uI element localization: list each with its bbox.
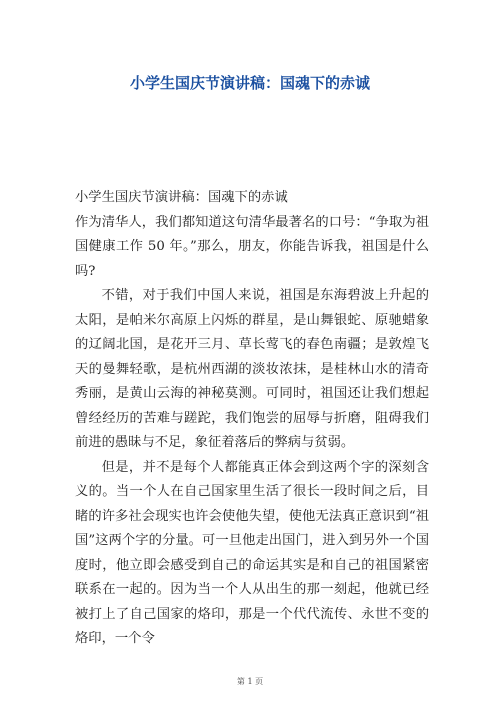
paragraph-1: 作为清华人，我们都知道这句清华最著名的口号：“争取为祖国健康工作 50 年。”那么，朋友，你能告诉我，祖国是什么吗?	[75, 214, 429, 279]
body-subtitle: 小学生国庆节演讲稿：国魂下的赤诚	[75, 190, 288, 205]
page-number: 第 1 页	[236, 677, 264, 686]
document-title: 小学生国庆节演讲稿：国魂下的赤诚	[129, 74, 370, 92]
paragraph-2: 不错，对于我们中国人来说，祖国是东海碧波上升起的太阳，是帕米尔高原上闪烁的群星，是山舞银蛇、原驰蜡象的辽阔北国，是花开三月、草长莺飞的春色南疆；是敦煌飞天的曼舞轻歌，是杭州西湖的淡妆浓抹，是桂林山水的清奇秀丽，是黄山云海的神秘莫测。可同时，祖国还让我们想起曾经经历的苦难与蹉跎，我们饱尝的屈辱与折磨，阻碍我们前进的愚昧与不足，象征着落后的弊病与贫弱。	[75, 288, 429, 450]
paragraph-3: 但是，并不是每个人都能真正体会到这两个字的深刻含义的。当一个人在自己国家里生活了很长一段时间之后，目睹的许多社会现实也许会使他失望，使他无法真正意识到“祖国”这两个字的分量。可一旦他走出国门，进入到另外一个国度时，他立即会感受到自己的命运其实是和自己的祖国紧密联系在一起的。因为当一个人从出生的那一刻起，他就已经被打上了自己国家的烙印，那是一个代代流传、永世不变的烙印，一个令	[75, 459, 429, 646]
document-body	[75, 186, 429, 652]
